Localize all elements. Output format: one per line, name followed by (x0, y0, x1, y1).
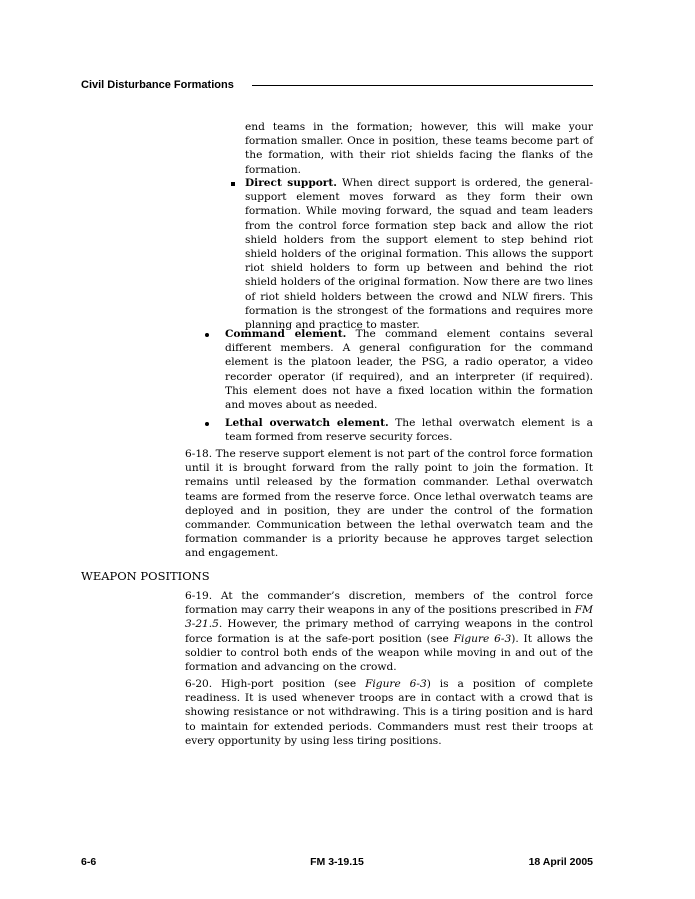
paragraph-6-20 (185, 677, 593, 748)
command-element-term: Command element. (225, 328, 347, 340)
page-footer (81, 856, 593, 870)
p620-part-a: 6-20. High-port position (see (185, 678, 366, 690)
sub-bullet-direct-support (231, 176, 593, 332)
fm-reference: FM 3-21.5 (185, 604, 593, 631)
header-title: Civil Disturbance Formations (81, 79, 234, 91)
p619-part-b: . However, the primary method of carrying weapons in the control force formation is at the safe-port position (see (185, 618, 593, 645)
section-heading: WEAPON POSITIONS (81, 569, 210, 583)
lethal-overwatch-text: The lethal overwatch element is a team formed from reserve security forces. (225, 417, 593, 444)
direct-support-term: Direct support. (245, 177, 337, 189)
paragraph-6-18-text: 6-18. The reserve support element is not part of the control force formation until it is brought forward from the rally point to join the formation. It remains until released by the formation commander. Lethal overwatch teams are formed from the reserve force. Once lethal overwatch teams are deployed and in position, they are under the control of the formation commander. Communication between the lethal overwatch team and the formation commander is a priority because he approves target selection and engagement. (185, 448, 593, 560)
bullet-command-element (185, 327, 593, 412)
p619-part-c: ). It allows the soldier to control both ends of the weapon while moving in and out of the formation and advancing on the crowd. (185, 632, 594, 674)
paragraph-6-20-text (185, 677, 593, 748)
lead-text: end teams in the formation; however, this will make your formation smaller. Once in position, these teams become part of the formation, with their riot shields facing the flanks of the formation. (245, 121, 593, 176)
sub-bullet-list (231, 176, 593, 332)
running-header (81, 79, 593, 91)
manual-number: FM 3-19.15 (310, 856, 364, 868)
header-rule (252, 85, 593, 86)
paragraph-6-19 (185, 589, 593, 674)
p619-part-a: 6-19. At the commander’s discretion, members of the control force formation may carry their weapons in any of the positions prescribed in (185, 590, 593, 617)
paragraph-6-18 (185, 447, 593, 561)
direct-support-text: When direct support is ordered, the general-support element moves forward as they form their own formation. While moving forward, the squad and team leaders from the control force formation step back and allow the riot shield holders from the support element to step behind riot shield holders of the original formation. This allows the support riot shield holders to form up between and behind the riot shield holders of the original formation. Now there are two lines of riot shield holders between the crowd and NLW firers. This formation is the strongest of the formations and requires more planning and practice to master. (245, 177, 593, 332)
figure-reference: Figure 6-3 (365, 678, 427, 690)
paragraph-6-19-text (185, 589, 593, 674)
figure-reference: Figure 6-3 (453, 632, 512, 645)
bullet-lethal-overwatch (185, 416, 593, 444)
p620-part-b: ) is a position of complete readiness. It is used whenever troops are in contact with a crowd that is showing resistance or not withdrawing. This is a tiring position and is hard to maintain for extended periods. Commanders must rest their troops at every opportunity by using less tiring positions. (185, 678, 594, 747)
lethal-overwatch-term: Lethal overwatch element. (225, 417, 389, 430)
publication-date: 18 April 2005 (528, 856, 593, 868)
command-element-text: The command element contains several different members. A general configuration for the command element is the platoon leader, the PSG, a radio operator, a video recorder operator (if required), and an interpreter (if required). This element does not have a fixed location within the formation and moves about as needed. (225, 328, 593, 412)
page-number: 6-6 (81, 856, 97, 868)
bullet-list (185, 327, 593, 449)
continued-paragraph (245, 120, 593, 177)
